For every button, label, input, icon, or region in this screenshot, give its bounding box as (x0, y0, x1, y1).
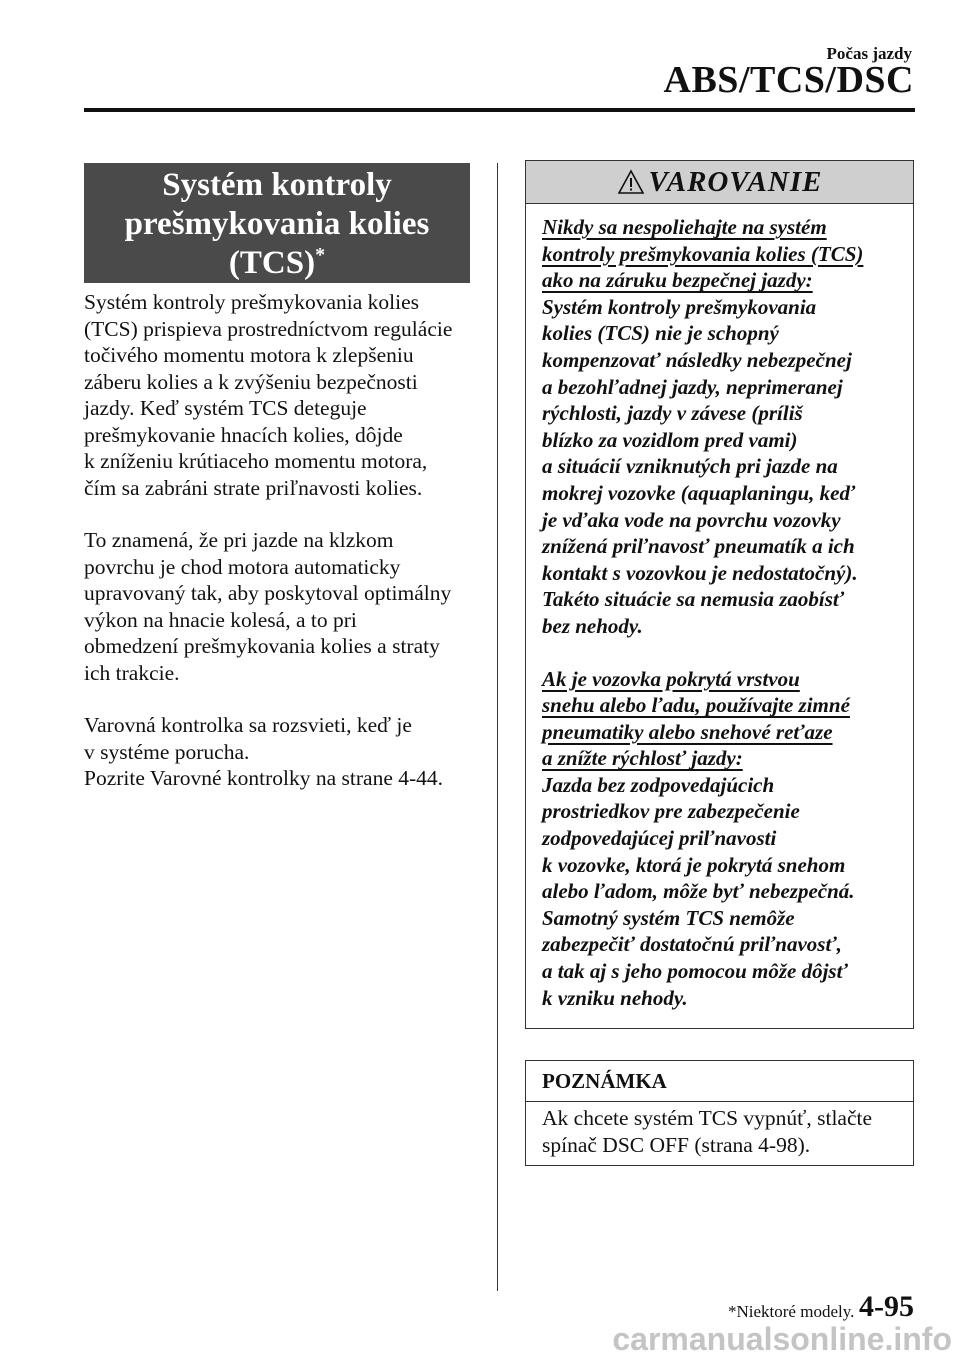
warning-2-emphasis (542, 667, 850, 771)
page-number: 4-95 (859, 1290, 914, 1323)
warning-line: alebo ľadom, môže byť nebezpečná. (542, 879, 855, 904)
warning-line: prostriedkov pre zabezpečenie (542, 799, 800, 824)
column-divider (497, 163, 498, 1291)
warning-paragraph-1 (542, 214, 899, 640)
body-paragraph-3: Varovná kontrolka sa rozsvieti, keď je v systéme porucha. Pozrite Varovné kontrolky na strane 4-44. (84, 713, 444, 790)
warning-line: je vďaka vode na povrchu vozovky (542, 507, 841, 532)
warning-body (526, 204, 913, 1011)
body-text (84, 289, 484, 818)
section-title: Počas jazdy (826, 44, 912, 63)
warning-line: Jazda bez zodpovedajúcich (542, 772, 775, 797)
warning-line: a bezohľadnej jazdy, neprimeranej (542, 374, 843, 399)
heading-line-2: prešmykovania kolies (124, 206, 430, 242)
footnote: *Niektoré modely. (728, 1302, 855, 1321)
warning-line: k vzniku nehody. (542, 985, 688, 1010)
section-heading (84, 163, 470, 283)
warning-box (525, 160, 914, 1029)
warning-line: rýchlosti, jazdy v závese (príliš (542, 401, 803, 426)
warning-line: snehu alebo ľadu, používajte zimné (542, 693, 850, 718)
warning-title: VAROVANIE (648, 165, 823, 198)
warning-1-text (542, 295, 858, 638)
heading-line-3: (TCS)* (228, 244, 326, 281)
warning-line: ako na záruku bezpečnej jazdy: (542, 268, 813, 293)
warning-header (526, 161, 913, 204)
warning-line: pneumatiky alebo snehové reťaze (542, 719, 833, 744)
warning-line: a znížte rýchlosť jazdy: (542, 746, 743, 771)
note-box (525, 1060, 914, 1166)
warning-line: Samotný systém TCS nemôže (542, 905, 795, 930)
warning-paragraph-2 (542, 666, 899, 1012)
warning-line: a situácií vzniknutých pri jazde na (542, 454, 838, 479)
warning-line: Nikdy sa nespoliehajte na systém (542, 215, 827, 239)
warning-line: k vozovke, ktorá je pokrytá snehom (542, 852, 846, 877)
warning-line: kontakt s vozovkou je nedostatočný). (542, 560, 858, 585)
note-text: Ak chcete systém TCS vypnúť, stlačte spínač DSC OFF (strana 4-98). (542, 1106, 873, 1157)
warning-line: Systém kontroly prešmykovania (542, 294, 817, 319)
header-rule (84, 108, 915, 112)
warning-line: kolies (TCS) nie je schopný (542, 321, 779, 346)
heading-line-1: Systém kontroly (162, 167, 392, 203)
note-title: POZNÁMKA (526, 1061, 913, 1102)
warning-2-text (542, 773, 855, 1010)
warning-line: bez nehody. (542, 613, 643, 638)
warning-line: zodpovedajúcej priľnavosti (542, 826, 777, 851)
warning-line: a tak aj s jeho pomocou môže dôjsť (542, 959, 848, 984)
watermark: carmanualsonline.info (612, 1321, 952, 1357)
warning-triangle-icon (617, 169, 645, 195)
warning-line: blízko za vozidlom pred vami) (542, 427, 798, 452)
warning-line: Takéto situácie sa nemusia zaobísť (542, 587, 845, 612)
warning-line: Ak je vozovka pokrytá vrstvou (542, 666, 800, 691)
warning-line: zabezpečiť dostatočnú priľnavosť, (542, 932, 842, 957)
body-paragraph-1: Systém kontroly prešmykovania kolies (TCS) prispieva prostredníctvom regulácie točivého momentu motora k zlepšeniu záberu kolies a k zvýšeniu bezpečnosti jazdy. Keď systém TCS deteguje prešmykovanie hnacích kolies, dôjde k zníženiu krútiaceho momentu motora, čím sa zabráni strate priľnavosti kolies. (84, 290, 453, 500)
chapter-title: ABS/TCS/DSC (663, 59, 914, 101)
warning-line: kontroly prešmykovania kolies (TCS) (542, 241, 864, 266)
heading-asterisk: * (315, 244, 326, 266)
warning-line: mokrej vozovke (aquaplaningu, keď (542, 480, 856, 505)
warning-line: kompenzovať následky nebezpečnej (542, 347, 852, 372)
warning-line: znížená priľnavosť pneumatík a ich (542, 534, 855, 559)
body-paragraph-2: To znamená, že pri jazde na klzkom povrchu je chod motora automaticky upravovaný tak, aby poskytoval optimálny výkon na hnacie kolesá, a to pri obmedzení prešmykovania kolies a straty ich trakcie. (84, 528, 452, 685)
warning-1-emphasis (542, 215, 863, 292)
